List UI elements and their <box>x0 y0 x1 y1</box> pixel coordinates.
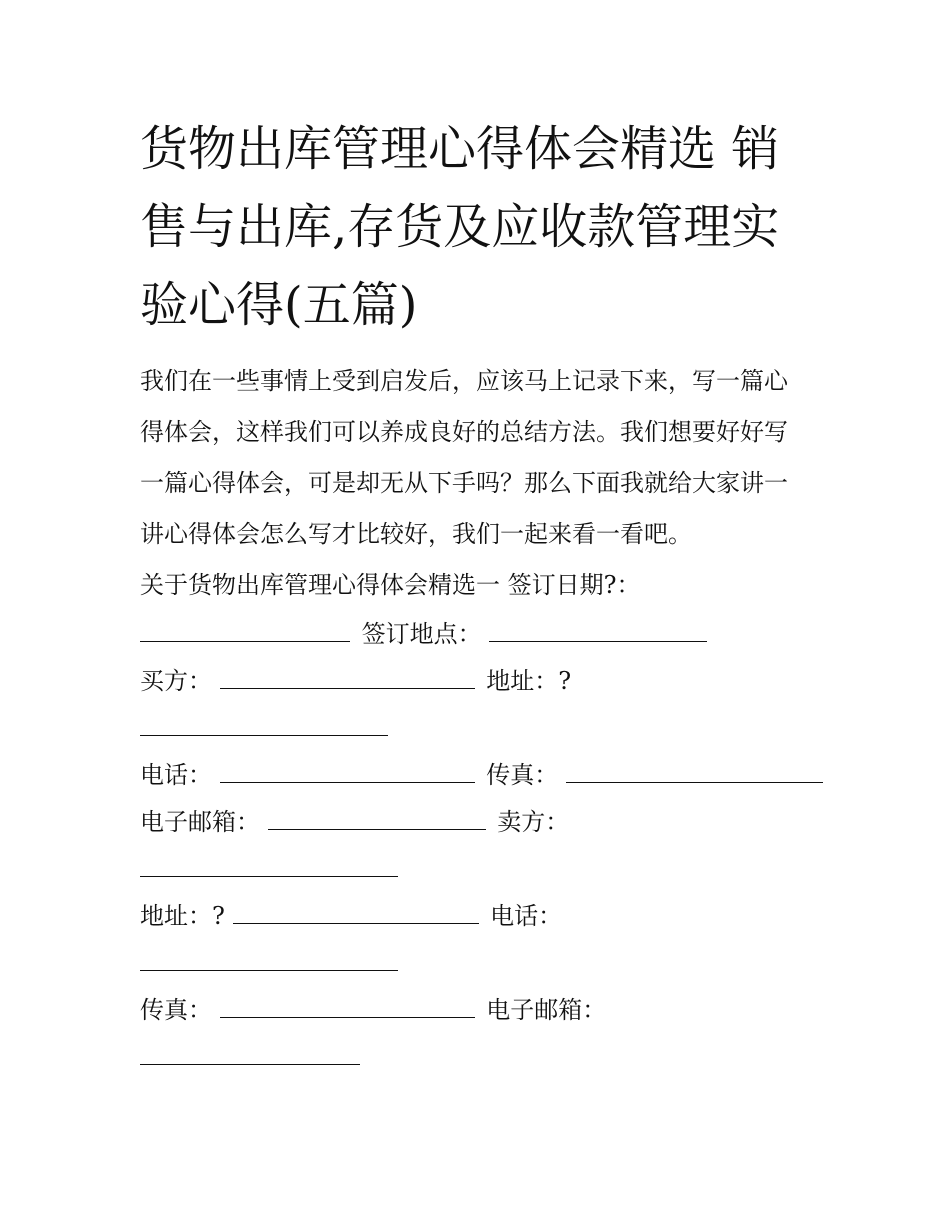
phone-fax-row <box>140 752 820 799</box>
sign-place-blank <box>489 615 707 642</box>
intro-line-2: 得体会，这样我们可以养成良好的总结方法。我们想要好好写 <box>140 418 788 446</box>
fax-label: 传真： <box>486 761 559 789</box>
document-title <box>140 110 820 344</box>
buyer-blank <box>220 662 475 689</box>
intro-line-1: 我们在一些事情上受到启发后，应该马上记录下来，写一篇心 <box>140 367 788 395</box>
fax-blank <box>566 756 823 783</box>
email2-blank <box>140 1038 360 1065</box>
address-blank-row <box>140 705 820 752</box>
seller-blank-row <box>140 846 820 893</box>
address-label: 地址：? <box>486 667 572 695</box>
email-label: 电子邮箱： <box>140 808 260 836</box>
phone-blank <box>220 756 475 783</box>
fax2-blank <box>220 991 475 1018</box>
title-line-2: 售与出库,存货及应收款管理实 <box>140 199 780 255</box>
seller-blank <box>140 850 398 877</box>
fax2-row <box>140 987 820 1034</box>
address2-row <box>140 893 820 940</box>
address2-blank <box>233 897 479 924</box>
seller-label: 卖方： <box>497 808 570 836</box>
address2-label: 地址：? <box>140 902 225 930</box>
sign-place-label: 签订地点： <box>361 620 482 648</box>
document-page <box>140 110 820 1081</box>
phone2-blank-row <box>140 940 820 987</box>
phone2-blank <box>140 944 398 971</box>
buyer-label: 买方： <box>140 667 212 695</box>
intro-line-3: 一篇心得体会，可是却无从下手吗？那么下面我就给大家讲一 <box>140 469 788 497</box>
buyer-row <box>140 658 820 705</box>
sign-place-row <box>140 611 820 658</box>
email2-blank-row <box>140 1034 820 1081</box>
email-blank <box>268 803 486 830</box>
email-seller-row <box>140 799 820 846</box>
title-line-3: 验心得(五篇) <box>140 277 418 333</box>
document-body <box>140 356 820 1081</box>
email2-label: 电子邮箱： <box>486 996 607 1024</box>
address-blank <box>140 709 388 736</box>
fax2-label: 传真： <box>140 996 212 1024</box>
intro-line-4: 讲心得体会怎么写才比较好，我们一起来看一看吧。 <box>140 520 692 548</box>
phone-label: 电话： <box>140 761 212 789</box>
section-heading: 关于货物出库管理心得体会精选一 签订日期?： <box>140 571 641 599</box>
phone2-label: 电话： <box>490 902 563 930</box>
title-line-1: 货物出库管理心得体会精选 销 <box>140 121 780 177</box>
sign-date-blank <box>140 615 350 642</box>
